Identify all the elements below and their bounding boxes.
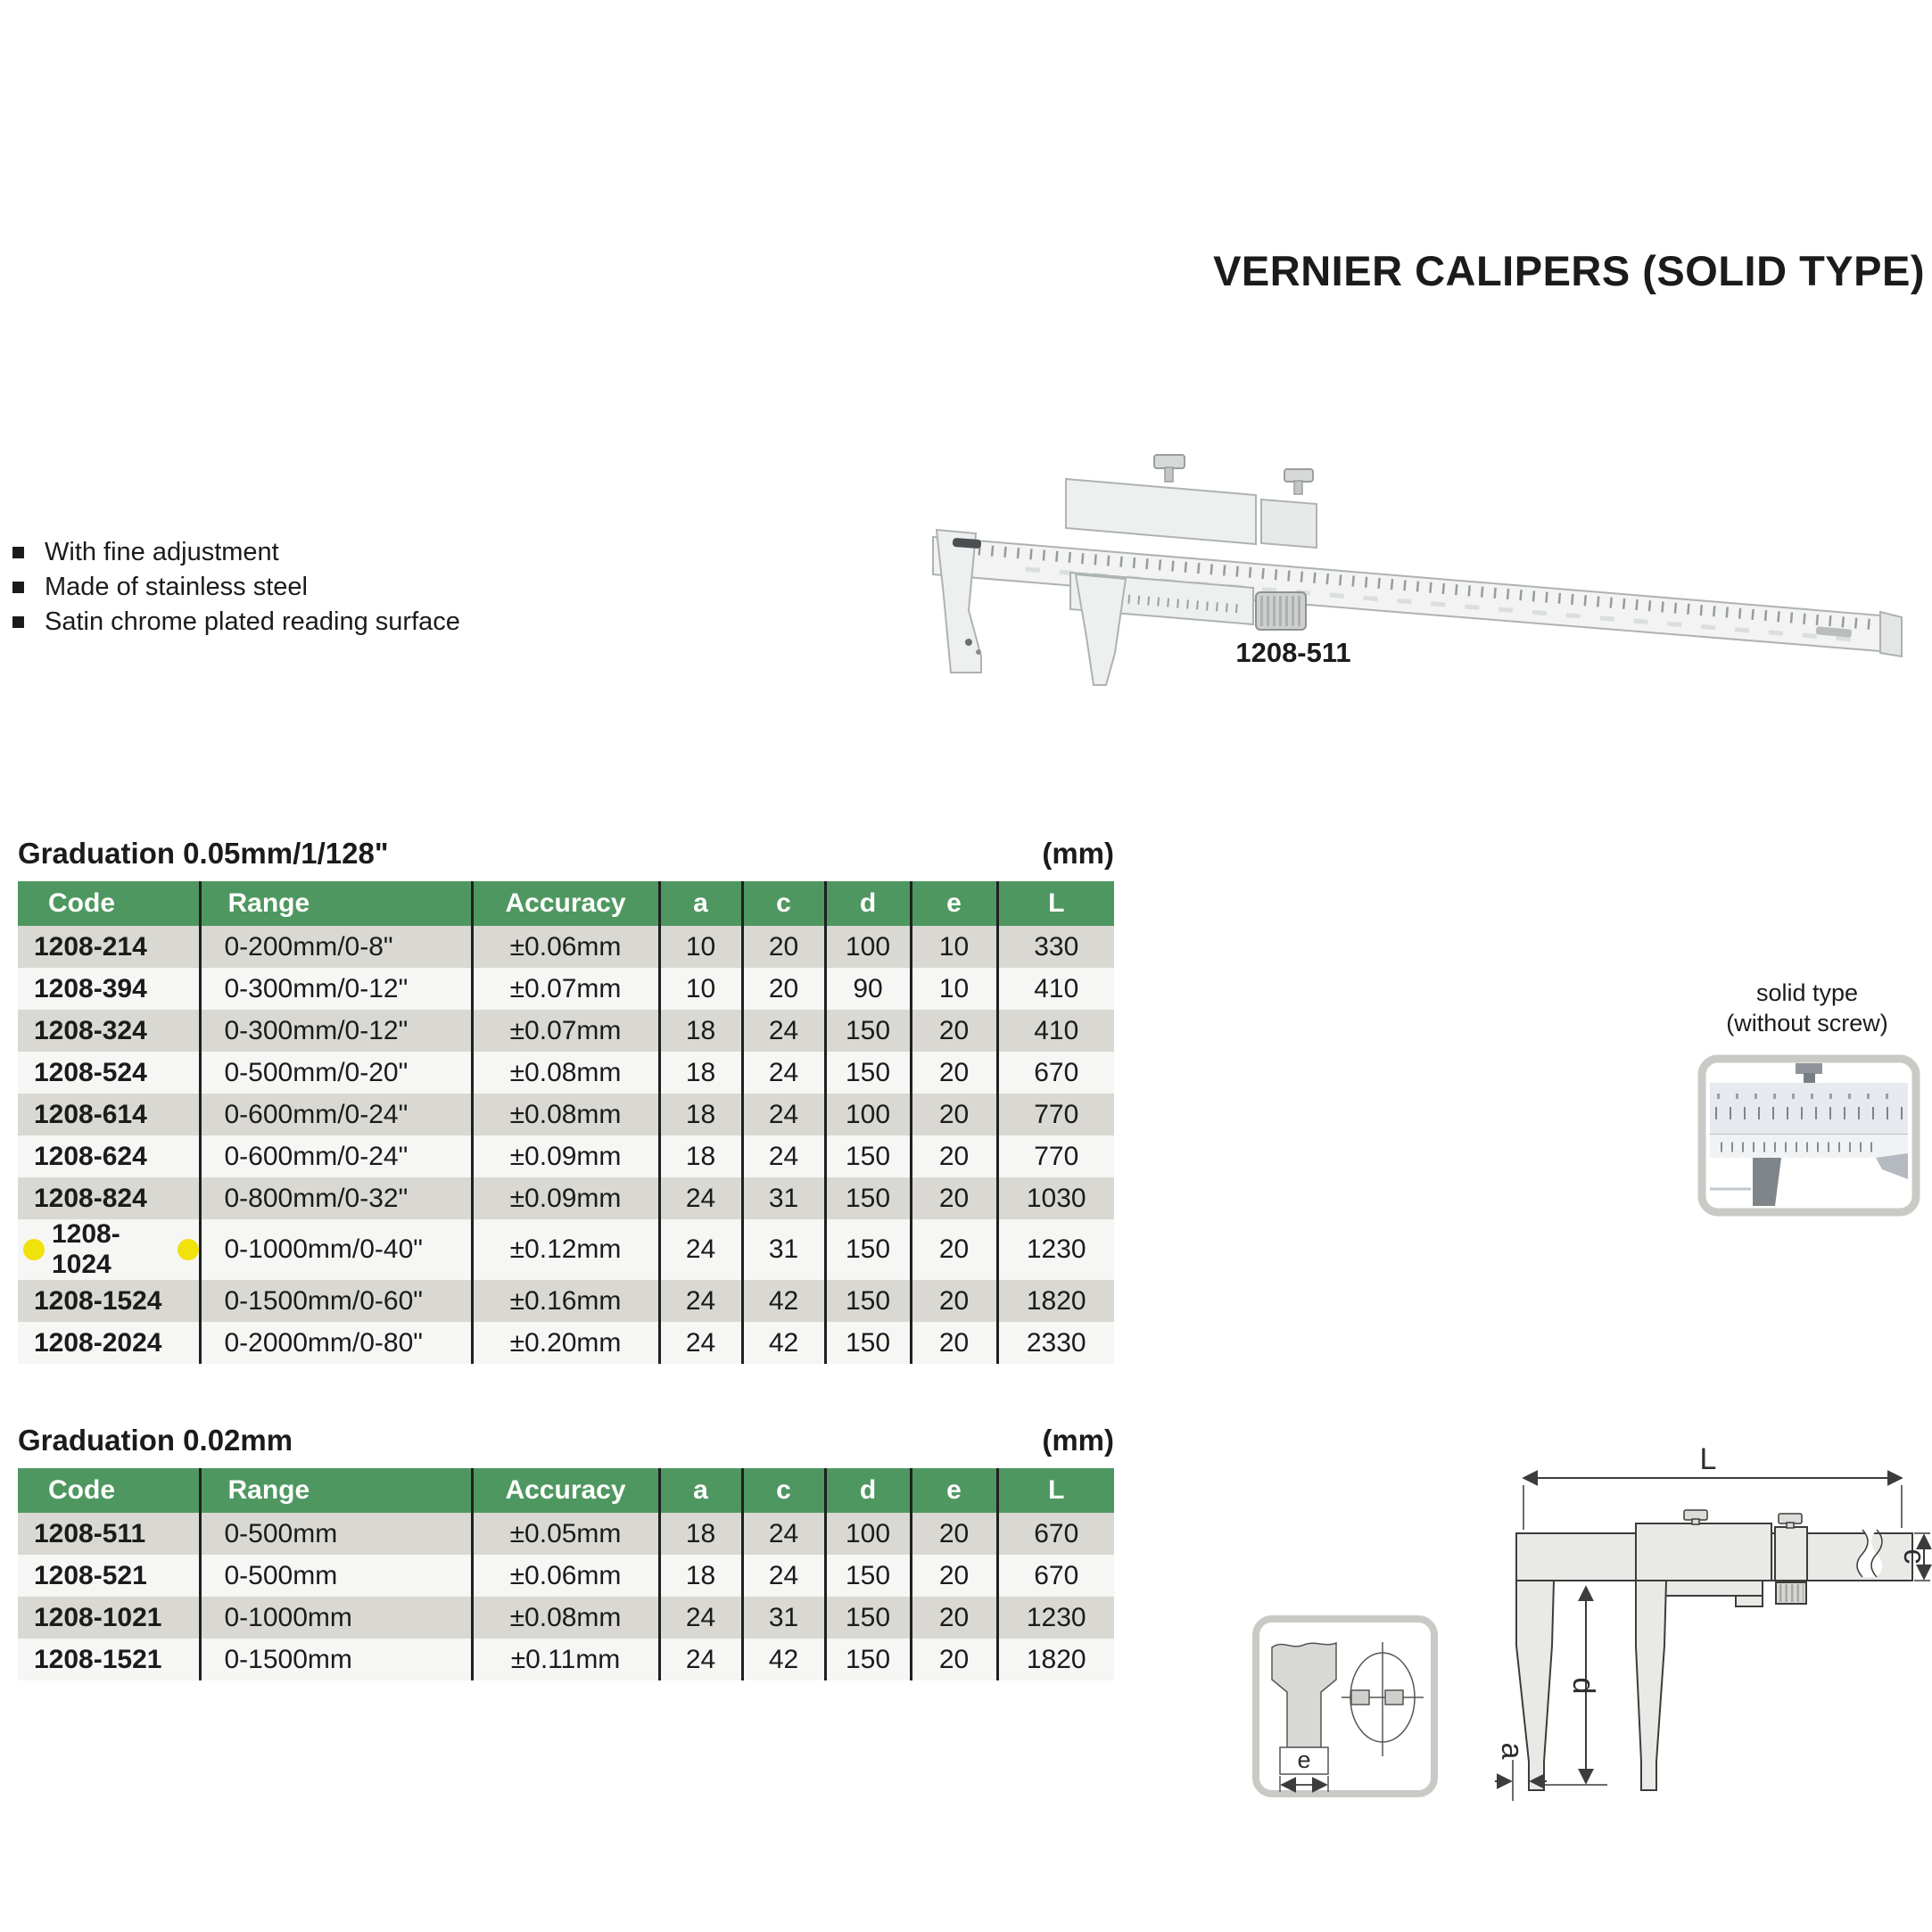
product-code-label: 1208-511 [1235, 637, 1351, 668]
spec-table [18, 881, 1114, 1364]
table-row [18, 1280, 1114, 1322]
table-row [18, 926, 1114, 968]
cell: 24 [659, 1219, 742, 1280]
cell: 0-800mm/0-32" [200, 1177, 472, 1219]
column-header-accuracy: Accuracy [472, 881, 659, 926]
cell: 20 [911, 1219, 997, 1280]
cell: 150 [825, 1639, 911, 1680]
table-row [18, 1597, 1114, 1639]
cell: 1820 [1026, 1644, 1086, 1674]
table-row [18, 1219, 1114, 1280]
table-row [18, 1052, 1114, 1094]
cell-code: 1208-824 [18, 1177, 200, 1219]
cell: 0-500mm [200, 1555, 472, 1597]
cell: 1230 [1026, 1602, 1086, 1632]
column-header-e: e [911, 881, 997, 926]
cell: ±0.11mm [472, 1639, 659, 1680]
feature-text: Made of stainless steel [45, 573, 308, 601]
cell: 18 [659, 1010, 742, 1052]
cell: 18 [659, 1052, 742, 1094]
cell: ±0.08mm [472, 1094, 659, 1135]
cell: 0-500mm/0-20" [200, 1052, 472, 1094]
cell: 20 [911, 1513, 997, 1555]
cell: 42 [742, 1280, 825, 1322]
bullet-square-icon [12, 616, 24, 628]
caption-line: solid type [1755, 979, 1859, 1006]
feature-text: Satin chrome plated reading surface [45, 607, 460, 636]
column-header-range: Range [200, 881, 472, 926]
cell: 20 [911, 1177, 997, 1219]
cell: 100 [825, 1513, 911, 1555]
cell: 0-300mm/0-12" [200, 1010, 472, 1052]
cell: ±0.07mm [472, 968, 659, 1010]
cell: 24 [659, 1177, 742, 1219]
cell: 150 [825, 1555, 911, 1597]
cell: 100 [825, 1094, 911, 1135]
cell: 0-1500mm [200, 1639, 472, 1680]
cell: 0-1000mm/0-40" [200, 1219, 472, 1280]
spec-table [18, 1468, 1114, 1680]
column-header-a: a [659, 1468, 742, 1513]
cell: ±0.08mm [472, 1052, 659, 1094]
table-row [18, 1177, 1114, 1219]
cell: ±0.20mm [472, 1322, 659, 1364]
cell-code: 1208-2024 [18, 1322, 200, 1364]
cell: 10 [911, 926, 997, 968]
cell-code: 1208-324 [18, 1010, 200, 1052]
cell: 18 [659, 1094, 742, 1135]
cell: 20 [911, 1597, 997, 1639]
column-header-c: c [742, 881, 825, 926]
cell: 0-600mm/0-24" [200, 1135, 472, 1177]
dim-label-e: e [1297, 1746, 1311, 1773]
table-row [18, 1513, 1114, 1555]
cell: 24 [742, 1052, 825, 1094]
cell: 0-1000mm [200, 1597, 472, 1639]
cell: 24 [742, 1094, 825, 1135]
cell: 0-500mm [200, 1513, 472, 1555]
cell: 24 [742, 1010, 825, 1052]
cell: 31 [742, 1177, 825, 1219]
cell: 150 [825, 1219, 911, 1280]
cell: 20 [742, 926, 825, 968]
cell: 31 [742, 1597, 825, 1639]
cell: 150 [825, 1010, 911, 1052]
table-row [18, 1094, 1114, 1135]
table-unit: (mm) [1042, 837, 1114, 870]
table-section-graduation-005 [18, 830, 1114, 1364]
cell-code: 1208-624 [18, 1135, 200, 1177]
cell: 1230 [1026, 1234, 1086, 1264]
table-title: Graduation 0.05mm/1/128" [18, 837, 389, 870]
column-header-accuracy: Accuracy [472, 1468, 659, 1513]
cell: 0-2000mm/0-80" [200, 1322, 472, 1364]
cell: ±0.06mm [472, 926, 659, 968]
cell: 24 [659, 1639, 742, 1680]
header-row [18, 1468, 1114, 1513]
cell-code: 1208-394 [18, 968, 200, 1010]
table-section-graduation-002 [18, 1416, 1114, 1680]
caption-line: (without screw) [1726, 1010, 1888, 1036]
cell: 410 [1034, 1015, 1079, 1045]
column-header-l: L [997, 881, 1114, 926]
column-header-code: Code [18, 881, 200, 926]
table-title-row [18, 1416, 1114, 1457]
cell: 20 [911, 1052, 997, 1094]
cell-code: 1208-1024 [18, 1219, 200, 1280]
dim-label-L: L [1699, 1442, 1717, 1476]
bullet-square-icon [12, 582, 24, 593]
table-row [18, 1322, 1114, 1364]
cell: 20 [911, 1639, 997, 1680]
cell: 1820 [1026, 1285, 1086, 1316]
cell-code: 1208-1021 [18, 1597, 200, 1639]
feature-item [12, 570, 460, 605]
cell: 18 [659, 1513, 742, 1555]
cell: 0-300mm/0-12" [200, 968, 472, 1010]
column-header-e: e [911, 1468, 997, 1513]
cell: ±0.05mm [472, 1513, 659, 1555]
cell: 20 [911, 1010, 997, 1052]
cell: 24 [742, 1135, 825, 1177]
column-header-range: Range [200, 1468, 472, 1513]
table-row [18, 1135, 1114, 1177]
cell: 20 [742, 968, 825, 1010]
table-unit: (mm) [1042, 1424, 1114, 1457]
header-row [18, 881, 1114, 926]
cell: 2330 [1026, 1327, 1086, 1358]
dimension-diagram [1240, 1378, 1932, 1824]
page-title: VERNIER CALIPERS (SOLID TYPE) [1213, 247, 1925, 294]
cell: 150 [825, 1280, 911, 1322]
cell: 10 [659, 926, 742, 968]
cell: 150 [825, 1052, 911, 1094]
cell: 770 [1034, 1141, 1079, 1171]
cell-code: 1208-614 [18, 1094, 200, 1135]
table-row [18, 968, 1114, 1010]
cell: 150 [825, 1597, 911, 1639]
cell: 20 [911, 1135, 997, 1177]
cell: ±0.07mm [472, 1010, 659, 1052]
table-title-row [18, 830, 1114, 871]
cell: 330 [1034, 931, 1079, 962]
cell: 18 [659, 1135, 742, 1177]
cell: 10 [911, 968, 997, 1010]
cell: 24 [659, 1280, 742, 1322]
table-row [18, 1639, 1114, 1680]
column-header-c: c [742, 1468, 825, 1513]
highlight-dot-icon [178, 1239, 199, 1260]
cell: 24 [659, 1597, 742, 1639]
cell-code: 1208-521 [18, 1555, 200, 1597]
highlight-dot-icon [23, 1239, 45, 1260]
cell: 24 [659, 1322, 742, 1364]
feature-item [12, 535, 460, 570]
column-header-d: d [825, 881, 911, 926]
feature-list [12, 535, 460, 640]
column-header-code: Code [18, 1468, 200, 1513]
cell: 410 [1034, 973, 1079, 1003]
column-header-a: a [659, 881, 742, 926]
cell-code: 1208-524 [18, 1052, 200, 1094]
cell: 150 [825, 1177, 911, 1219]
cell: 1030 [1026, 1183, 1086, 1213]
cell: ±0.09mm [472, 1135, 659, 1177]
cell: 670 [1034, 1560, 1079, 1590]
cell-code: 1208-511 [18, 1513, 200, 1555]
cell: 0-600mm/0-24" [200, 1094, 472, 1135]
cell: 31 [742, 1219, 825, 1280]
cell: 100 [825, 926, 911, 968]
cell: 770 [1034, 1099, 1079, 1129]
cell: 150 [825, 1135, 911, 1177]
cell-code: 1208-214 [18, 926, 200, 968]
column-header-l: L [997, 1468, 1114, 1513]
table-row [18, 1010, 1114, 1052]
cell: ±0.16mm [472, 1280, 659, 1322]
dim-label-c: c [1897, 1548, 1931, 1565]
cell: 20 [911, 1094, 997, 1135]
cell: 90 [825, 968, 911, 1010]
cell: 20 [911, 1280, 997, 1322]
cell: 0-200mm/0-8" [200, 926, 472, 968]
table-title: Graduation 0.02mm [18, 1424, 293, 1457]
cell-code: 1208-1521 [18, 1639, 200, 1680]
cell: ±0.09mm [472, 1177, 659, 1219]
cell: 20 [911, 1555, 997, 1597]
cell: 0-1500mm/0-60" [200, 1280, 472, 1322]
cell: ±0.08mm [472, 1597, 659, 1639]
cell: 24 [742, 1513, 825, 1555]
cell: 10 [659, 968, 742, 1010]
cell: 670 [1034, 1057, 1079, 1087]
bullet-square-icon [12, 547, 24, 558]
cell: 42 [742, 1322, 825, 1364]
column-header-d: d [825, 1468, 911, 1513]
cell: 670 [1034, 1518, 1079, 1548]
cell: 150 [825, 1322, 911, 1364]
cell: 24 [742, 1555, 825, 1597]
cell-code: 1208-1524 [18, 1280, 200, 1322]
scale-closeup-image [1697, 1054, 1920, 1217]
feature-item [12, 605, 460, 640]
side-photo-caption [1686, 978, 1928, 1038]
cell: 18 [659, 1555, 742, 1597]
dim-label-a: a [1495, 1742, 1529, 1760]
cell: ±0.12mm [472, 1219, 659, 1280]
feature-text: With fine adjustment [45, 538, 279, 566]
cell: 42 [742, 1639, 825, 1680]
cell: 20 [911, 1322, 997, 1364]
cell: ±0.06mm [472, 1555, 659, 1597]
table-row [18, 1555, 1114, 1597]
dim-label-d: d [1566, 1677, 1600, 1695]
